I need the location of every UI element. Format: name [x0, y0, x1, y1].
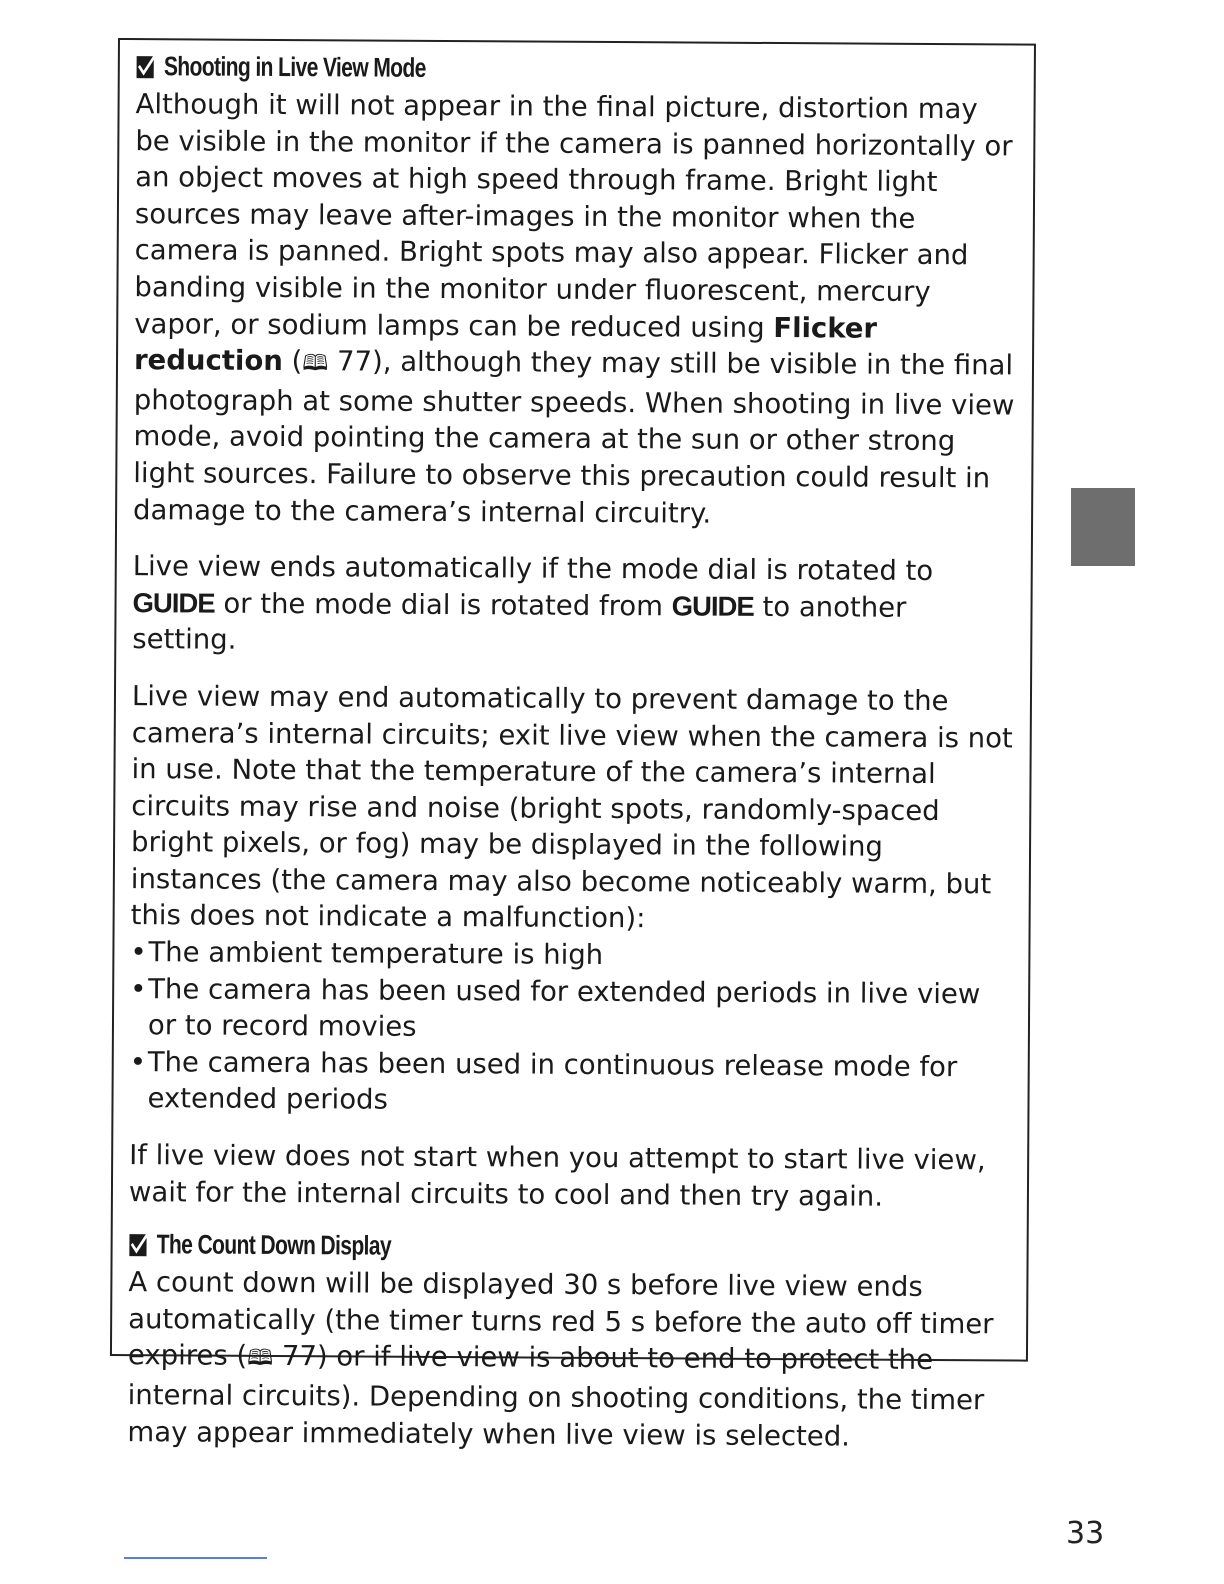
paragraph-restart: If live view does not start when you attempt to start live view, wait for the internal circuits to cool and then try again.	[128, 1139, 986, 1213]
paragraph-text: Although it will not appear in the final picture, distortion may be visible in the monitor if the camera is panned horizontally or an object moves at high speed through frame. Bright light sources may leave after-images in the monitor when the camera is panned. Bright spots may also appear. Flicker and banding visible in the monitor under fluorescent, mercury vapor, or sodium lamps can be reduced using	[134, 88, 1013, 344]
page-reference: 77)	[273, 1340, 328, 1373]
paragraph-text: or the mode dial is rotated from	[214, 587, 672, 623]
book-icon: 🕮	[247, 1346, 274, 1372]
paragraph-text: Live view ends automatically if the mode dial is rotated to	[132, 550, 934, 588]
notice-box	[110, 38, 1036, 1453]
page-reference: 77)	[328, 345, 383, 378]
menu-item-reference: Flicker reduction	[133, 311, 878, 378]
list-item: • The camera has been used in continuous release mode for extended periods	[129, 1044, 1013, 1123]
paragraph-text: , although they may still be visible in the final photograph at some shutter speeds. When shooting in live view mode, avoid pointing the camera at the sun or other strong light sources. Failure to observe this precaution could result in damage to the camera’s internal circuitry.	[133, 345, 1015, 530]
guide-mode-label: GUIDE	[132, 586, 215, 619]
paragraph-text: to another setting.	[132, 590, 907, 657]
footer-rule	[124, 1557, 267, 1559]
paragraph-distortion	[133, 86, 1020, 534]
chapter-tab-marker	[1071, 488, 1135, 566]
reference-open: (	[282, 345, 303, 378]
check-note-icon	[129, 1231, 149, 1257]
paragraph-text: or if live view is about to end to protect the internal circuits). Depending on shooting conditions, the timer may appear immediately when live view is selected.	[127, 1340, 985, 1453]
paragraph-text: A count down will be displayed 30 s before live view ends automatically (the timer turns red 5 s before the auto off timer expires (	[127, 1266, 994, 1373]
list-item: • The ambient temperature is high	[130, 934, 1014, 976]
check-note-icon	[136, 53, 156, 79]
paragraph-mode-dial	[132, 548, 1017, 663]
instances-list	[129, 934, 1014, 1122]
paragraph-count-down	[127, 1264, 1012, 1455]
list-item: • The camera has been used for extended periods in live view or to record movies	[130, 971, 1014, 1050]
paragraph-temperature: Live view may end automatically to prevent damage to the camera’s internal circuits; exit live view when the camera is not in use. Note that the temperature of the camera’s internal circuits may rise and noise (bright spots, randomly-spaced bright pixels, or fog) may be displayed in the following instances (the camera may also become noticeably warm, but this does not indicate a malfunction):	[130, 680, 1013, 935]
guide-mode-label: GUIDE	[671, 590, 754, 622]
section-heading-live-view	[136, 48, 826, 88]
page-number: 33	[1066, 1516, 1105, 1551]
section-heading-text: The Count Down Display	[156, 1228, 392, 1261]
book-icon: 🕮	[302, 351, 329, 377]
section-heading-text: Shooting in Live View Mode	[163, 50, 426, 83]
section-heading-count-down	[129, 1226, 819, 1266]
